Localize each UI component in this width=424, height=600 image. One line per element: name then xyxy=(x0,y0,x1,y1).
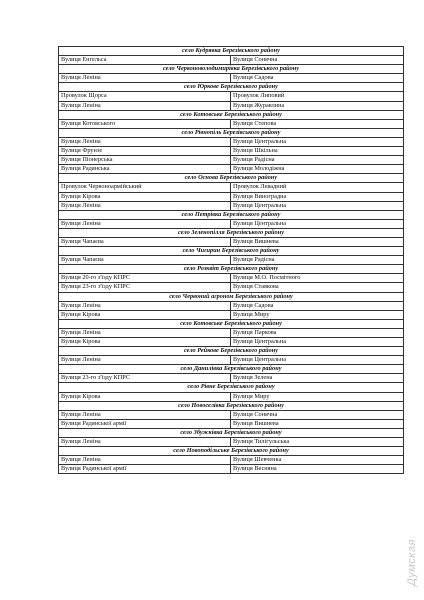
table-row xyxy=(59,465,404,474)
old-street-name: Вулиця Чапаєва xyxy=(59,256,231,265)
table-row xyxy=(59,410,404,419)
new-street-name: Вулиця Сонячна xyxy=(231,410,404,419)
document-page xyxy=(58,46,403,474)
table-row xyxy=(59,192,404,201)
new-street-name: Вулиця Шкільна xyxy=(231,147,404,156)
old-street-name: Вулиця Кірова xyxy=(59,392,231,401)
table-row xyxy=(59,219,404,228)
section-header-row xyxy=(59,128,404,137)
village-heading: село Петрівка Березівського району xyxy=(59,210,404,219)
new-street-name: Вулиця Центральна xyxy=(231,356,404,365)
table-row xyxy=(59,283,404,292)
section-header-row xyxy=(59,247,404,256)
old-street-name: Вулиця 20-го з'їзду КПРС xyxy=(59,274,231,283)
old-street-name: Вулиця Леніна xyxy=(59,301,231,310)
old-street-name: Вулиця Радянська xyxy=(59,165,231,174)
section-header-row xyxy=(59,292,404,301)
new-street-name: Вулиця Сонячна xyxy=(231,56,404,65)
section-header-row xyxy=(59,65,404,74)
new-street-name: Вулиця Центральна xyxy=(231,338,404,347)
section-header-row xyxy=(59,428,404,437)
section-header-row xyxy=(59,174,404,183)
new-street-name: Вулиця Садова xyxy=(231,74,404,83)
old-street-name: Вулиця 23-го з'їзду КПРС xyxy=(59,283,231,292)
village-heading: село Рейкове Березівського району xyxy=(59,347,404,356)
street-rename-table xyxy=(58,46,404,474)
new-street-name: Вулиця Радісна xyxy=(231,256,404,265)
old-street-name: Вулиця Кірова xyxy=(59,338,231,347)
table-row xyxy=(59,301,404,310)
village-heading: село Юркове Березівського району xyxy=(59,83,404,92)
table-row xyxy=(59,74,404,83)
old-street-name: Вулиця Леніна xyxy=(59,438,231,447)
new-street-name: Вулиця Тилігульська xyxy=(231,438,404,447)
table-row xyxy=(59,137,404,146)
old-street-name: Вулиця Піонерська xyxy=(59,156,231,165)
section-header-row xyxy=(59,383,404,392)
section-header-row xyxy=(59,47,404,56)
new-street-name: Вулиця Весняна xyxy=(231,465,404,474)
table-row xyxy=(59,119,404,128)
table-row xyxy=(59,310,404,319)
table-row xyxy=(59,183,404,192)
village-heading: село Збужківка Березівського району xyxy=(59,428,404,437)
village-heading: село Основа Березівського району xyxy=(59,174,404,183)
table-row xyxy=(59,147,404,156)
table-row xyxy=(59,274,404,283)
village-heading: село Котовське Березівського району xyxy=(59,110,404,119)
section-header-row xyxy=(59,83,404,92)
section-header-row xyxy=(59,110,404,119)
table-row xyxy=(59,156,404,165)
village-heading: село Рівне Березівського району xyxy=(59,383,404,392)
table-row xyxy=(59,328,404,337)
table-row xyxy=(59,201,404,210)
old-street-name: Вулиця Леніна xyxy=(59,356,231,365)
village-heading: село Котовське Березівського району xyxy=(59,319,404,328)
table-row xyxy=(59,456,404,465)
new-street-name: Вулиця Вишнева xyxy=(231,237,404,246)
table-row xyxy=(59,374,404,383)
new-street-name: Вулиця Вишнева xyxy=(231,419,404,428)
table-row xyxy=(59,165,404,174)
new-street-name: Вулиця Шевченка xyxy=(231,456,404,465)
village-heading: село Розквіт Березівського району xyxy=(59,265,404,274)
old-street-name: Вулиця Фрунзе xyxy=(59,147,231,156)
new-street-name: Вулиця Журавлина xyxy=(231,101,404,110)
table-row xyxy=(59,237,404,246)
table-row xyxy=(59,338,404,347)
new-street-name: Вулиця Радісна xyxy=(231,156,404,165)
old-street-name: Провулок Червоноармійський xyxy=(59,183,231,192)
old-street-name: Вулиця Чапаєва xyxy=(59,237,231,246)
village-heading: село Рівнопіль Березівського району xyxy=(59,128,404,137)
old-street-name: Вулиця Радянської армії xyxy=(59,465,231,474)
old-street-name: Вулиця 23-го з'їзду КПРС xyxy=(59,374,231,383)
old-street-name: Вулиця Радянської армії xyxy=(59,419,231,428)
table-body xyxy=(59,47,404,474)
new-street-name: Вулиця Молодіжна xyxy=(231,165,404,174)
old-street-name: Вулиця Леніна xyxy=(59,456,231,465)
section-header-row xyxy=(59,210,404,219)
section-header-row xyxy=(59,265,404,274)
section-header-row xyxy=(59,447,404,456)
village-heading: село Новоселівка Березівського району xyxy=(59,401,404,410)
table-row xyxy=(59,101,404,110)
village-heading: село Новоподільське Березівського району xyxy=(59,447,404,456)
old-street-name: Вулиця Кірова xyxy=(59,310,231,319)
old-street-name: Вулиця Леніна xyxy=(59,74,231,83)
new-street-name: Вулиця Степова xyxy=(231,119,404,128)
new-street-name: Вулиця Зелена xyxy=(231,374,404,383)
new-street-name: Вулиця Центральна xyxy=(231,137,404,146)
section-header-row xyxy=(59,228,404,237)
table-row xyxy=(59,92,404,101)
village-heading: село Чигирин Березівського району xyxy=(59,247,404,256)
village-heading: село Зеленопілля Березівського району xyxy=(59,228,404,237)
old-street-name: Вулиця Котовського xyxy=(59,119,231,128)
new-street-name: Вулиця Миру xyxy=(231,392,404,401)
old-street-name: Вулиця Кірова xyxy=(59,192,231,201)
section-header-row xyxy=(59,401,404,410)
old-street-name: Вулиця Леніна xyxy=(59,137,231,146)
section-header-row xyxy=(59,365,404,374)
table-row xyxy=(59,438,404,447)
new-street-name: Вулиця Центральна xyxy=(231,219,404,228)
new-street-name: Вулиця Миру xyxy=(231,310,404,319)
table-row xyxy=(59,392,404,401)
new-street-name: Вулиця Паркова xyxy=(231,328,404,337)
watermark-logo: Думская xyxy=(406,539,418,586)
old-street-name: Вулиця Леніна xyxy=(59,328,231,337)
new-street-name: Провулок Липовий xyxy=(231,92,404,101)
new-street-name: Вулиця Садова xyxy=(231,301,404,310)
table-row xyxy=(59,356,404,365)
new-street-name: Провулок Левадний xyxy=(231,183,404,192)
village-heading: село Червоноволодимирівка Березівського району xyxy=(59,65,404,74)
old-street-name: Вулиця Енгельса xyxy=(59,56,231,65)
village-heading: село Червоний агроном Березівського району xyxy=(59,292,404,301)
old-street-name: Вулиця Леніна xyxy=(59,101,231,110)
old-street-name: Провулок Щорса xyxy=(59,92,231,101)
new-street-name: Вулиця Виноградна xyxy=(231,192,404,201)
old-street-name: Вулиця Леніна xyxy=(59,219,231,228)
table-row xyxy=(59,419,404,428)
table-row xyxy=(59,56,404,65)
new-street-name: Вулиця Центральна xyxy=(231,201,404,210)
village-heading: село Данилівка Березівського району xyxy=(59,365,404,374)
village-heading: село Кудрявка Березівського району xyxy=(59,47,404,56)
section-header-row xyxy=(59,319,404,328)
old-street-name: Вулиця Леніна xyxy=(59,201,231,210)
old-street-name: Вулиця Леніна xyxy=(59,410,231,419)
section-header-row xyxy=(59,347,404,356)
new-street-name: Вулиця Ставкова xyxy=(231,283,404,292)
new-street-name: Вулиця М.О. Посмітного xyxy=(231,274,404,283)
table-row xyxy=(59,256,404,265)
